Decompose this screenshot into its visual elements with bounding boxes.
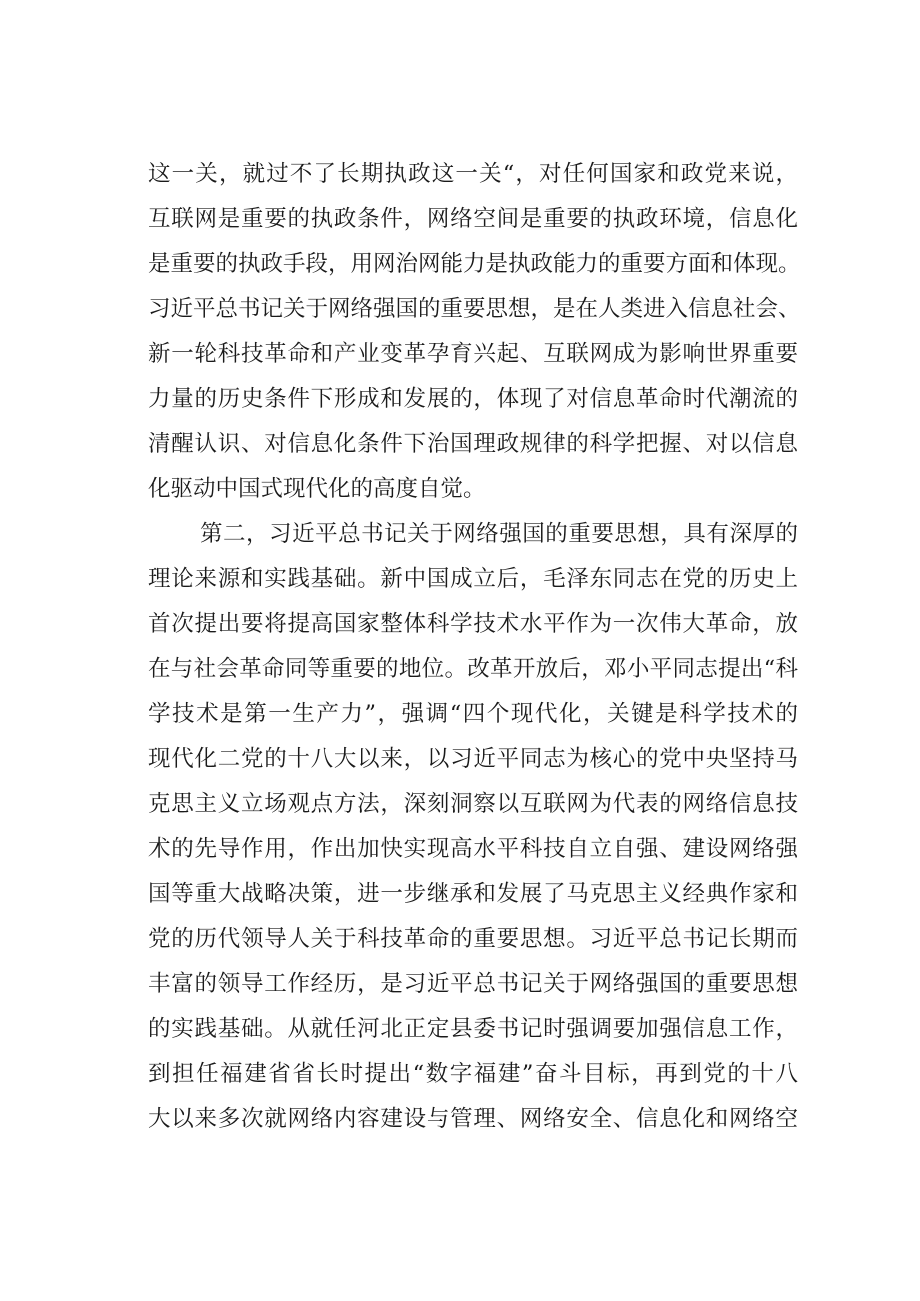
text-line: 化驱动中国式现代化的高度自觉。 [148,476,486,502]
text-line: 清醒认识、对信息化条件下治国理政规律的科学把握、对以信息 [148,431,798,457]
text-line: 丰富的领导工作经历，是习近平总书记关于网络强国的重要思想 [148,971,798,997]
text-line: 这一关，就过不了长期执政这一关“，对任何国家和政党来说， [148,161,798,187]
text-line: 的实践基础。从就任河北正定县委书记时强调要加强信息工作， [148,1016,798,1042]
text-line: 术的先导作用，作出加快实现高水平科技自立自强、建设网络强 [148,836,798,862]
document-body [148,152,801,1142]
text-line: 大以来多次就网络内容建设与管理、网络安全、信息化和网络空 [148,1106,798,1132]
text-line: 克思主义立场观点方法，深刻洞察以互联网为代表的网络信息技 [148,791,798,817]
text-line: 新一轮科技革命和产业变革孕育兴起、互联网成为影响世界重要 [148,341,798,367]
text-line: 互联网是重要的执政条件，网络空间是重要的执政环境，信息化 [148,206,798,232]
text-line: 首次提出要将提高国家整体科学技术水平作为一次伟大革命，放 [148,611,798,637]
text-line: 理论来源和实践基础。新中国成立后，毛泽东同志在党的历史上 [148,566,798,592]
text-line: 国等重大战略决策，进一步继承和发展了马克思主义经典作家和 [148,881,798,907]
text-line: 现代化二党的十八大以来，以习近平同志为核心的党中央坚持马 [148,746,798,772]
text-line: 党的历代领导人关于科技革命的重要思想。习近平总书记长期而 [148,926,798,952]
text-line: 习近平总书记关于网络强国的重要思想，是在人类进入信息社会、 [148,296,801,322]
text-line: 在与社会革命同等重要的地位。改革开放后，邓小平同志提出“科 [148,656,798,682]
text-line: 学技术是第一生产力”，强调“四个现代化，关键是科学技术的 [148,701,798,727]
text-line: 是重要的执政手段，用网治网能力是执政能力的重要方面和体现。 [148,251,801,277]
paragraph-start-line: 第二，习近平总书记关于网络强国的重要思想，具有深厚的 [200,521,798,547]
text-line: 力量的历史条件下形成和发展的，体现了对信息革命时代潮流的 [148,386,798,412]
text-line: 到担任福建省省长时提出“数字福建”奋斗目标，再到党的十八 [148,1061,798,1087]
